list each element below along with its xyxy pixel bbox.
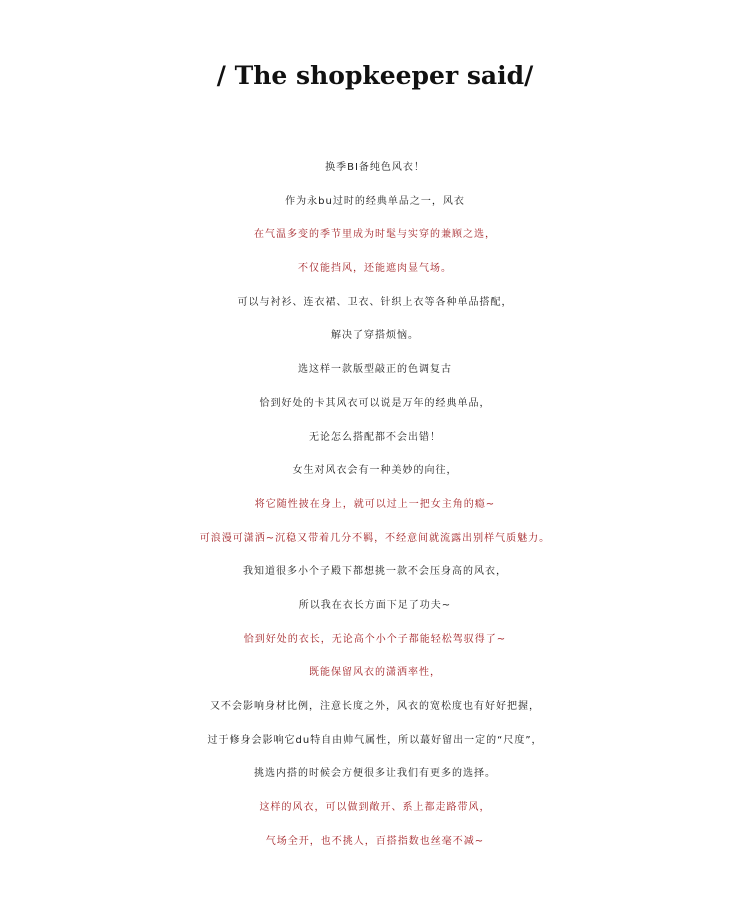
text-line: 气场全开，也不挑人，百搭指数也丝毫不减~	[265, 835, 485, 847]
text-line: 作为永bu过时的经典单品之一，风衣	[285, 195, 465, 207]
text-line: 可以与衬衫、连衣裙、卫衣、针织上衣等各种单品搭配，	[237, 296, 513, 308]
text-line: 无论怎么搭配都不会出错！	[309, 431, 441, 443]
text-line: 不仅能挡风，还能遮肉显气场。	[298, 263, 452, 275]
text-line: 在气温多变的季节里成为时髦与实穿的兼顾之选，	[254, 229, 496, 241]
text-line: 恰到好处的卡其风衣可以说是万年的经典单品，	[259, 397, 491, 409]
text-line: 解决了穿搭烦恼。	[331, 330, 419, 342]
text-line: 既能保留风衣的潇洒率性，	[309, 667, 441, 679]
text-line: 过于修身会影响它du特自由帅气属性，所以蕞好留出一定的“尺度”，	[207, 734, 543, 746]
text-line: 所以我在衣长方面下足了功夫~	[298, 599, 452, 611]
text-line: 恰到好处的衣长，无论高个小个子都能轻松驾驭得了~	[243, 633, 507, 645]
description-body	[0, 151, 750, 858]
text-line: 挑选内搭的时候会方便很多让我们有更多的选择。	[254, 768, 496, 780]
text-line: 换季BI备纯色风衣！	[325, 162, 425, 173]
text-line: 选这样一款版型敲正的色调复古	[298, 364, 452, 376]
text-line: 将它随性披在身上，就可以过上一把女主角的瘾~	[254, 498, 496, 510]
text-line: 又不会影响身材比例，注意长度之外，风衣的宽松度也有好好把握，	[210, 701, 540, 712]
page-title: / The shopkeeper said/	[216, 61, 534, 90]
text-line: 可浪漫可潇洒~沉稳又带着几分不羁，不经意间就流露出别样气质魅力。	[199, 532, 551, 544]
text-line: 这样的风衣，可以做到敞开、系上都走路带风，	[259, 802, 491, 814]
text-line: 我知道很多小个子殿下都想挑一款不会压身高的风衣，	[243, 566, 507, 578]
text-line: 女生对风衣会有一种美妙的向往，	[292, 465, 458, 477]
